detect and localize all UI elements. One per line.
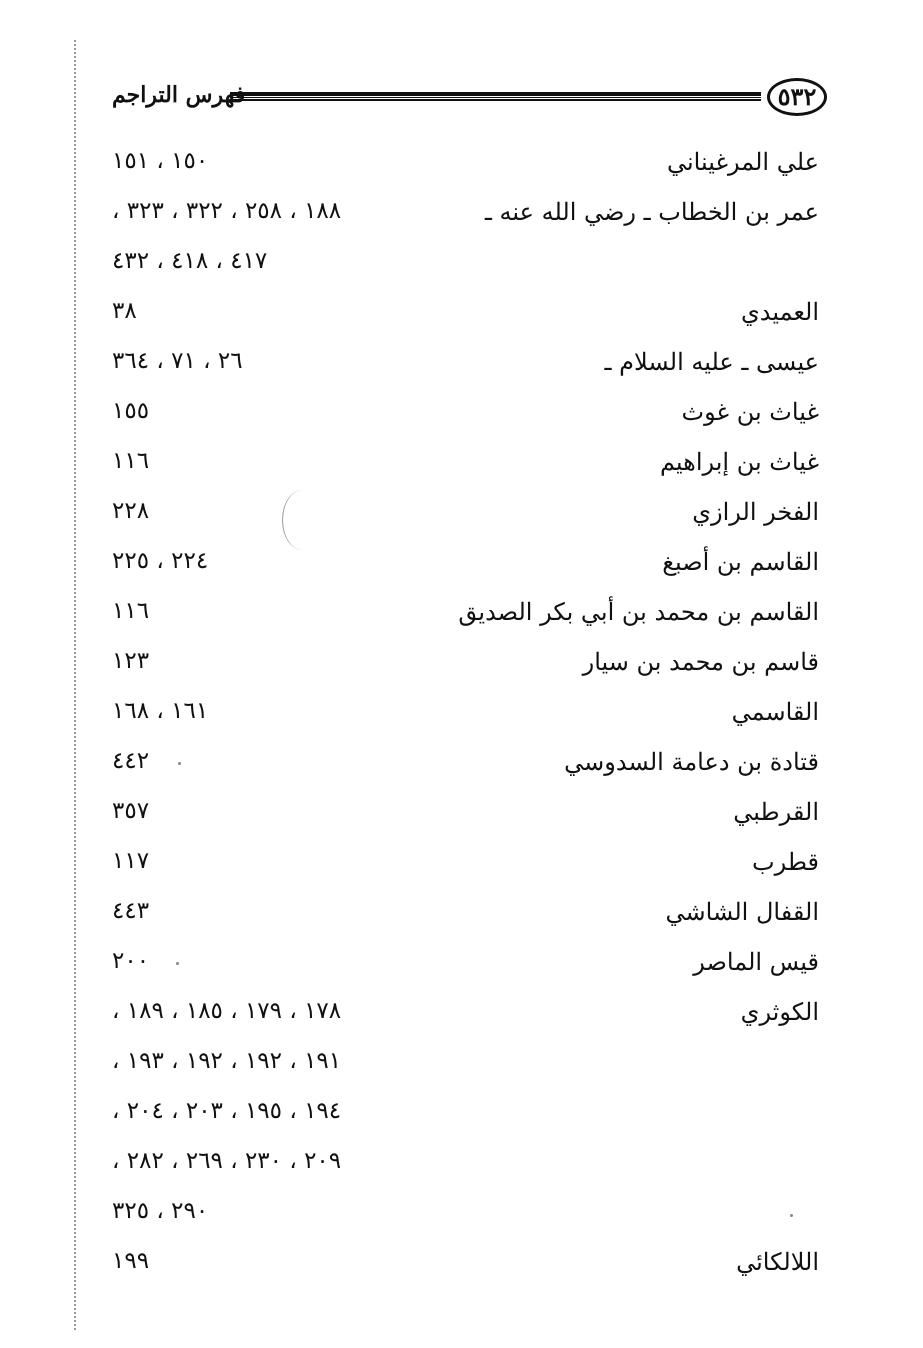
entry-pages: ٢٢٨: [112, 498, 150, 524]
entry-name: القاسمي: [731, 698, 819, 726]
index-entry-continuation: [112, 1090, 819, 1140]
index-entry: [112, 140, 819, 190]
index-entry-continuation: [112, 1190, 819, 1240]
entry-pages: ٣٨: [112, 298, 137, 324]
entry-name: قيس الماصر: [693, 948, 819, 976]
entry-pages: ٢٠٠: [112, 948, 150, 974]
entry-pages: ٢٢٤ ، ٢٢٥: [112, 548, 209, 574]
index-entry: [112, 490, 819, 540]
entry-name: قاسم بن محمد بن سيار: [582, 648, 819, 676]
entry-pages: ٣٥٧: [112, 798, 150, 824]
entry-name: غياث بن إبراهيم: [659, 448, 819, 476]
entry-pages: ١١٦: [112, 598, 150, 624]
index-entry: [112, 690, 819, 740]
page-number-badge: ٥٣٢: [767, 78, 827, 116]
entry-name: القاسم بن محمد بن أبي بكر الصديق: [458, 598, 819, 626]
index-entry: [112, 390, 819, 440]
entry-pages: ٤٤٣: [112, 898, 150, 924]
index-entry: [112, 440, 819, 490]
entry-pages: ١١٧: [112, 848, 150, 874]
entry-name: القفال الشاشي: [665, 898, 819, 926]
entry-pages: ١٧٨ ، ١٧٩ ، ١٨٥ ، ١٨٩ ،: [112, 998, 342, 1024]
index-entry: [112, 790, 819, 840]
entry-pages: ١٦١ ، ١٦٨: [112, 698, 209, 724]
entry-pages: ١١٦: [112, 448, 150, 474]
entry-pages: ١٥٥: [112, 398, 150, 424]
index-entry: [112, 540, 819, 590]
entry-name: علي المرغيناني: [666, 148, 819, 176]
entry-name: عمر بن الخطاب ـ رضي الله عنه ـ: [484, 198, 819, 226]
entry-pages: ١٩٩: [112, 1248, 150, 1274]
page-header: [112, 76, 827, 124]
index-entry: [112, 1240, 819, 1290]
entry-pages: ١٩٤ ، ١٩٥ ، ٢٠٣ ، ٢٠٤ ،: [112, 1098, 342, 1124]
index-entry: [112, 590, 819, 640]
index-entry-continuation: [112, 1040, 819, 1090]
entry-name: غياث بن غوث: [681, 398, 819, 426]
index-entry: [112, 340, 819, 390]
header-rule: [230, 92, 761, 101]
entry-name: القرطبي: [733, 798, 819, 826]
entry-pages: ١٢٣: [112, 648, 150, 674]
binding-dotted-line: [74, 40, 76, 1330]
entry-name: العميدي: [740, 298, 819, 326]
index-entry: [112, 940, 819, 990]
entry-name: القاسم بن أصبغ: [662, 548, 819, 576]
entry-pages: ١٩١ ، ١٩٢ ، ١٩٢ ، ١٩٣ ،: [112, 1048, 342, 1074]
entry-pages: ٢٩٠ ، ٣٢٥: [112, 1198, 209, 1224]
entry-name: قتادة بن دعامة السدوسي: [564, 748, 819, 776]
index-entry: [112, 740, 819, 790]
entry-name: اللالكائي: [736, 1248, 819, 1276]
entry-pages: ١٥٠ ، ١٥١: [112, 148, 209, 174]
entry-pages: ٢٦ ، ٧١ ، ٣٦٤: [112, 348, 243, 374]
entry-name: قطرب: [752, 848, 819, 876]
entry-name: الكوثري: [740, 998, 819, 1026]
entry-pages: ٢٠٩ ، ٢٣٠ ، ٢٦٩ ، ٢٨٢ ،: [112, 1148, 342, 1174]
index-entry: [112, 840, 819, 890]
index-entry: [112, 190, 819, 240]
page-title: فهرس التراجم: [112, 82, 246, 108]
index-entry: [112, 890, 819, 940]
index-entry: [112, 290, 819, 340]
index-entry-continuation: [112, 1140, 819, 1190]
entry-name: عيسى ـ عليه السلام ـ: [604, 348, 819, 376]
index-entry-continuation: [112, 240, 819, 290]
entry-name: الفخر الرازي: [692, 498, 819, 526]
index-entry: [112, 990, 819, 1040]
index-entries: [112, 140, 819, 1290]
entry-pages: ١٨٨ ، ٢٥٨ ، ٣٢٢ ، ٣٢٣ ،: [112, 198, 342, 224]
index-entry: [112, 640, 819, 690]
entry-pages: ٤١٧ ، ٤١٨ ، ٤٣٢: [112, 248, 268, 274]
entry-pages: ٤٤٢: [112, 748, 150, 774]
